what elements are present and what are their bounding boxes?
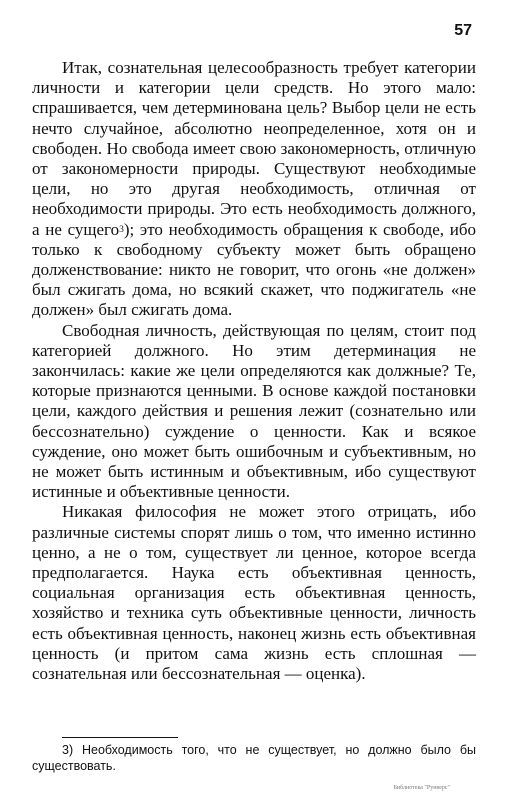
footnote	[32, 742, 476, 774]
main-text	[32, 58, 476, 684]
footnote-mark: 3)	[62, 743, 74, 757]
paragraph-1	[32, 58, 476, 321]
paragraph-2: Свободная личность, действующая по целям, стоит под категорией должного. Но этим детерминация не закончилась: какие же цели определяются как должные? Те, которые признаются ценными. В основе каждой постановки цели, каждого действия и решения лежит (сознательно или бессознательно) суждение о ценности. Как и всякое суждение, оно может быть ошибочным и субъективным, но не может быть истинным и объективным, ибо существуют истинные и объективные ценности.	[32, 320, 476, 502]
paragraph-3: Никакая философия не может этого отрицать, ибо различные системы спорят лишь о том, что именно истинно ценно, а не о том, существует ли ценное, которое всегда предполагается. Наука есть объективная ценность, социальная организация есть объективная ценность, хозяйство и техника суть объективные ценности, личность есть объективная ценность, наконец жизнь есть объективная ценность (и притом сама жизнь есть сплошная — сознательная или бессознательная — оценка).	[32, 502, 476, 684]
paragraph-1-continuation: ); это необходимость обращения к свободе, ибо только к свободному субъекту может быть обращено долженствование: никто не говорит, что огонь «не должен» был сжигать дома, но всякий скажет, что поджигатель «не должен» был сжигать дома.	[32, 219, 476, 320]
footnote-text: Необходимость того, что не существует, но должно было бы существовать.	[32, 743, 476, 773]
paragraph-1-text: Итак, сознательная целесообразность требует категории личности и категории цели средств. Но этого мало: спрашивается, чем детерминована цель? Выбор цели не есть нечто случайное, абсолютно неопределенное, хотя он и свободен. Но свобода имеет свою закономерность, отличную от закономерности природы. Существуют необходимые цели, но это другая необходимость, отличная от необходимости природы. Это есть необходимость должного, а не сущего	[32, 58, 476, 239]
page-number: 57	[454, 22, 472, 39]
footnote-reference: 3	[119, 224, 124, 235]
library-watermark: Библиотека "Рунверс"	[393, 785, 450, 791]
footnote-divider	[62, 737, 178, 738]
